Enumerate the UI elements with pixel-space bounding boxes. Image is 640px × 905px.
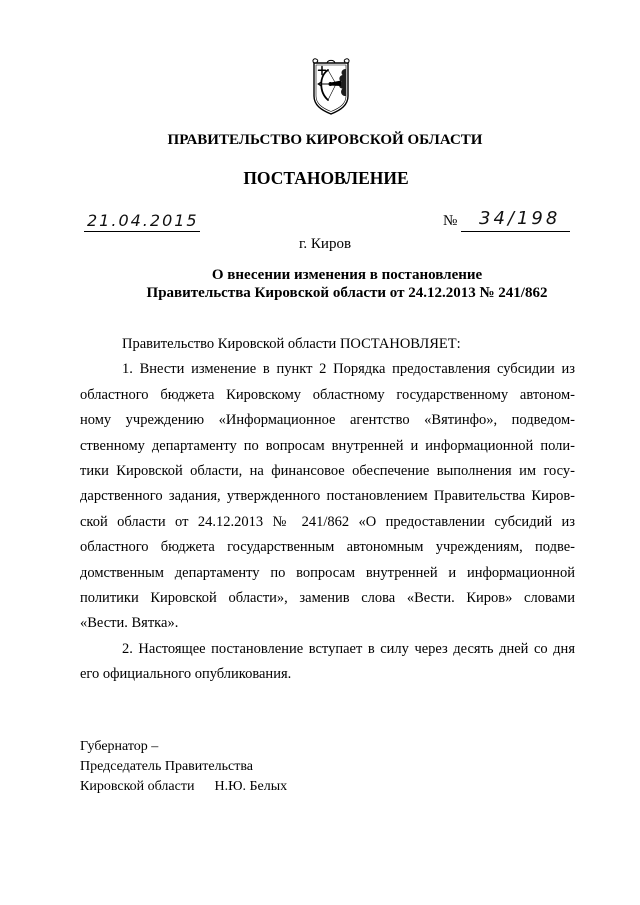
title-line: О внесении изменения в постановление (211, 267, 483, 283)
title-line: Правительства Кировской области от 24.12.2013 № 241/862 (146, 285, 548, 301)
signatory-position-line: Кировской области (80, 779, 195, 794)
body-line: 1. Внести изменение в пункт 2 Порядка предоставления субсидии из (122, 361, 575, 378)
body-line: ственному департаменту по вопросам внутренней и информационной поли- (80, 437, 575, 454)
document-number-label: № (443, 213, 458, 229)
body-line: его официального опубликования. (80, 666, 292, 683)
body-line: ному учреждению «Информационное агентство «Вятинфо», подведом- (80, 412, 575, 429)
preamble: Правительство Кировской области ПОСТАНОВЛЯЕТ: (122, 336, 461, 352)
body-line: тики Кировской области, на финансовое обеспечение выполнения им госу- (80, 462, 575, 479)
document-number: 34/198 (479, 208, 561, 229)
signatory-last-line (80, 777, 380, 797)
body-line: областного бюджета Кировскому областному государственному автоном- (80, 386, 575, 403)
document-number-field (461, 204, 570, 232)
body-line: ской области от 24.12.2013 № 241/862 «О предоставлении субсидий из (80, 513, 575, 530)
signatory-position-line: Председатель Правительства (80, 759, 253, 774)
body-line: домственным департаменту по вопросам внутренней и информационной (80, 564, 575, 581)
body-line: дарственного задания, утвержденного постановлением Правительства Киров- (80, 488, 575, 505)
paragraph-2 (80, 637, 575, 688)
signatory-position-line: Губернатор – (80, 739, 159, 754)
coat-of-arms-icon (310, 56, 352, 116)
document-type-heading: ПОСТАНОВЛЕНИЕ (243, 168, 409, 188)
document-date-field (84, 206, 200, 232)
document-body (80, 332, 575, 687)
body-line: политики Кировской области», заменив слова «Вести. Киров» словами (80, 589, 575, 606)
city-line: г. Киров (298, 236, 352, 252)
authority-heading: ПРАВИТЕЛЬСТВО КИРОВСКОЙ ОБЛАСТИ (167, 132, 483, 148)
body-line: 2. Настоящее постановление вступает в силу через десять дней со дня (122, 640, 575, 657)
document-date: 21.04.2015 (87, 211, 199, 230)
signature-block (80, 737, 380, 797)
body-line: «Вести. Вятка». (80, 615, 179, 632)
document-title (120, 266, 574, 302)
body-line: областного бюджета государственным автономным учреждениям, подве- (80, 539, 575, 556)
paragraph-1 (80, 357, 575, 636)
signatory-name: Н.Ю. Белых (214, 779, 288, 794)
